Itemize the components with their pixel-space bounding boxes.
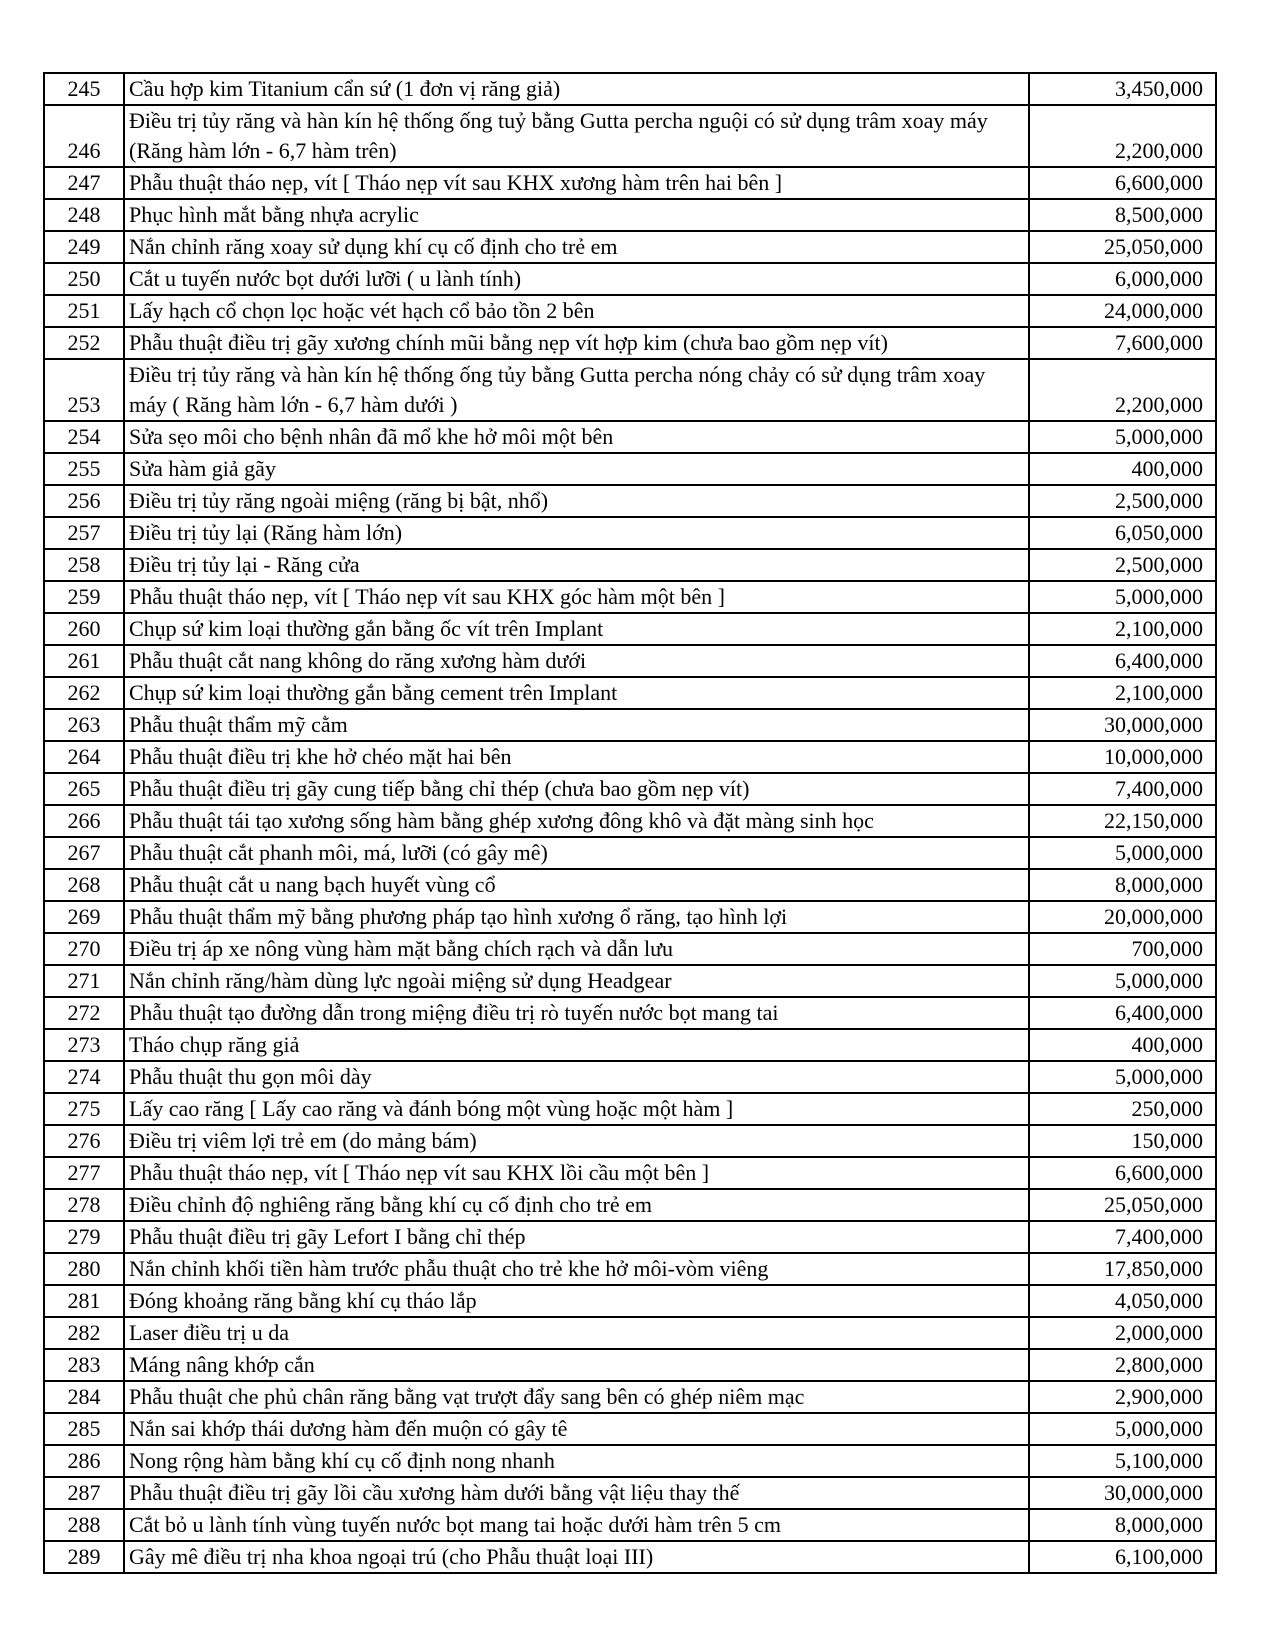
price-cell: 6,050,000 — [1029, 517, 1216, 549]
price-cell: 6,100,000 — [1029, 1541, 1216, 1573]
service-name-cell: Phẫu thuật cắt nang không do răng xương hàm dưới — [124, 645, 1029, 677]
price-cell: 3,450,000 — [1029, 73, 1216, 105]
service-name-cell: Lấy hạch cổ chọn lọc hoặc vét hạch cổ bảo tồn 2 bên — [124, 295, 1029, 327]
price-cell: 2,500,000 — [1029, 549, 1216, 581]
table-row — [44, 741, 1216, 773]
row-number-cell: 284 — [44, 1381, 124, 1413]
row-number-cell: 270 — [44, 933, 124, 965]
table-body — [44, 73, 1216, 1573]
service-name-cell: Phẫu thuật tái tạo xương sống hàm bằng ghép xương đông khô và đặt màng sinh học — [124, 805, 1029, 837]
row-number-cell: 260 — [44, 613, 124, 645]
table-row — [44, 517, 1216, 549]
price-cell: 17,850,000 — [1029, 1253, 1216, 1285]
service-name-cell: Điều trị tủy lại (Răng hàm lớn) — [124, 517, 1029, 549]
service-name-cell: Phẫu thuật cắt u nang bạch huyết vùng cổ — [124, 869, 1029, 901]
price-cell: 400,000 — [1029, 453, 1216, 485]
table-row — [44, 1445, 1216, 1477]
price-cell: 6,400,000 — [1029, 997, 1216, 1029]
service-name-cell: Phẫu thuật tạo đường dẫn trong miệng điều trị rò tuyến nước bọt mang tai — [124, 997, 1029, 1029]
price-cell: 2,200,000 — [1029, 105, 1216, 167]
table-row — [44, 837, 1216, 869]
service-name-cell: Cắt bỏ u lành tính vùng tuyến nước bọt mang tai hoặc dưới hàm trên 5 cm — [124, 1509, 1029, 1541]
table-row — [44, 73, 1216, 105]
row-number-cell: 285 — [44, 1413, 124, 1445]
service-name-cell: Phẫu thuật điều trị gãy cung tiếp bằng chỉ thép (chưa bao gồm nẹp vít) — [124, 773, 1029, 805]
row-number-cell: 255 — [44, 453, 124, 485]
table-row — [44, 965, 1216, 997]
service-name-cell: Nắn chỉnh răng/hàm dùng lực ngoài miệng sử dụng Headgear — [124, 965, 1029, 997]
service-name-cell: Sửa hàm giả gãy — [124, 453, 1029, 485]
row-number-cell: 253 — [44, 359, 124, 421]
row-number-cell: 259 — [44, 581, 124, 613]
table-row — [44, 997, 1216, 1029]
row-number-cell: 247 — [44, 167, 124, 199]
table-row — [44, 581, 1216, 613]
service-name-cell: Chụp sứ kim loại thường gắn bằng ốc vít trên Implant — [124, 613, 1029, 645]
service-name-cell: Nong rộng hàm bằng khí cụ cố định nong nhanh — [124, 1445, 1029, 1477]
service-name-cell: Nắn sai khớp thái dương hàm đến muộn có gây tê — [124, 1413, 1029, 1445]
row-number-cell: 283 — [44, 1349, 124, 1381]
row-number-cell: 278 — [44, 1189, 124, 1221]
row-number-cell: 263 — [44, 709, 124, 741]
table-row — [44, 1317, 1216, 1349]
service-name-cell: Điều trị áp xe nông vùng hàm mặt bằng chích rạch và dẫn lưu — [124, 933, 1029, 965]
row-number-cell: 265 — [44, 773, 124, 805]
row-number-cell: 279 — [44, 1221, 124, 1253]
table-row — [44, 1221, 1216, 1253]
row-number-cell: 248 — [44, 199, 124, 231]
row-number-cell: 281 — [44, 1285, 124, 1317]
price-cell: 6,400,000 — [1029, 645, 1216, 677]
row-number-cell: 272 — [44, 997, 124, 1029]
row-number-cell: 276 — [44, 1125, 124, 1157]
service-name-cell: Điều trị viêm lợi trẻ em (do mảng bám) — [124, 1125, 1029, 1157]
price-cell: 6,600,000 — [1029, 167, 1216, 199]
service-name-cell: Sửa sẹo môi cho bệnh nhân đã mổ khe hở môi một bên — [124, 421, 1029, 453]
table-row — [44, 1413, 1216, 1445]
price-cell: 5,000,000 — [1029, 421, 1216, 453]
row-number-cell: 261 — [44, 645, 124, 677]
price-cell: 24,000,000 — [1029, 295, 1216, 327]
service-name-cell: Điều chỉnh độ nghiêng răng bằng khí cụ cố định cho trẻ em — [124, 1189, 1029, 1221]
price-cell: 7,400,000 — [1029, 773, 1216, 805]
price-cell: 30,000,000 — [1029, 709, 1216, 741]
table-row — [44, 549, 1216, 581]
row-number-cell: 273 — [44, 1029, 124, 1061]
row-number-cell: 266 — [44, 805, 124, 837]
service-name-cell: Cắt u tuyến nước bọt dưới lưỡi ( u lành tính) — [124, 263, 1029, 295]
row-number-cell: 257 — [44, 517, 124, 549]
price-cell: 5,000,000 — [1029, 1061, 1216, 1093]
service-name-cell: Phẫu thuật che phủ chân răng bằng vạt trượt đẩy sang bên có ghép niêm mạc — [124, 1381, 1029, 1413]
price-cell: 150,000 — [1029, 1125, 1216, 1157]
table-row — [44, 869, 1216, 901]
table-row — [44, 773, 1216, 805]
service-name-cell: Lấy cao răng [ Lấy cao răng và đánh bóng một vùng hoặc một hàm ] — [124, 1093, 1029, 1125]
service-name-cell: Máng nâng khớp cắn — [124, 1349, 1029, 1381]
row-number-cell: 280 — [44, 1253, 124, 1285]
table-row — [44, 677, 1216, 709]
table-row — [44, 613, 1216, 645]
table-row — [44, 295, 1216, 327]
service-name-cell: Nắn chỉnh răng xoay sử dụng khí cụ cố định cho trẻ em — [124, 231, 1029, 263]
row-number-cell: 252 — [44, 327, 124, 359]
service-name-cell: Điều trị tủy răng và hàn kín hệ thống ống tủy bằng Gutta percha nóng chảy có sử dụng trâm xoay máy ( Răng hàm lớn - 6,7 hàm dưới ) — [124, 359, 1029, 421]
table-row — [44, 709, 1216, 741]
price-cell: 4,050,000 — [1029, 1285, 1216, 1317]
table-row — [44, 1061, 1216, 1093]
service-name-cell: Phẫu thuật điều trị khe hở chéo mặt hai bên — [124, 741, 1029, 773]
price-cell: 5,000,000 — [1029, 965, 1216, 997]
price-cell: 20,000,000 — [1029, 901, 1216, 933]
row-number-cell: 287 — [44, 1477, 124, 1509]
service-name-cell: Tháo chụp răng giả — [124, 1029, 1029, 1061]
service-name-cell: Phục hình mắt bằng nhựa acrylic — [124, 199, 1029, 231]
table-row — [44, 359, 1216, 421]
service-name-cell: Chụp sứ kim loại thường gắn bằng cement trên Implant — [124, 677, 1029, 709]
service-name-cell: Phẫu thuật điều trị gãy Lefort I bằng chỉ thép — [124, 1221, 1029, 1253]
service-name-cell: Phẫu thuật tháo nẹp, vít [ Tháo nẹp vít sau KHX xương hàm trên hai bên ] — [124, 167, 1029, 199]
table-row — [44, 421, 1216, 453]
row-number-cell: 245 — [44, 73, 124, 105]
price-cell: 22,150,000 — [1029, 805, 1216, 837]
row-number-cell: 288 — [44, 1509, 124, 1541]
price-cell: 2,500,000 — [1029, 485, 1216, 517]
row-number-cell: 275 — [44, 1093, 124, 1125]
row-number-cell: 277 — [44, 1157, 124, 1189]
price-cell: 2,200,000 — [1029, 359, 1216, 421]
table-row — [44, 1189, 1216, 1221]
price-cell: 2,800,000 — [1029, 1349, 1216, 1381]
price-cell: 2,000,000 — [1029, 1317, 1216, 1349]
price-cell: 250,000 — [1029, 1093, 1216, 1125]
service-name-cell: Phẫu thuật điều trị gãy xương chính mũi bằng nẹp vít hợp kim (chưa bao gồm nẹp vít) — [124, 327, 1029, 359]
row-number-cell: 251 — [44, 295, 124, 327]
price-cell: 8,500,000 — [1029, 199, 1216, 231]
row-number-cell: 269 — [44, 901, 124, 933]
table-row — [44, 933, 1216, 965]
price-cell: 8,000,000 — [1029, 869, 1216, 901]
service-name-cell: Phẫu thuật thẩm mỹ bằng phương pháp tạo hình xương ổ răng, tạo hình lợi — [124, 901, 1029, 933]
table-row — [44, 645, 1216, 677]
row-number-cell: 254 — [44, 421, 124, 453]
row-number-cell: 271 — [44, 965, 124, 997]
row-number-cell: 274 — [44, 1061, 124, 1093]
price-cell: 2,100,000 — [1029, 677, 1216, 709]
price-cell: 400,000 — [1029, 1029, 1216, 1061]
row-number-cell: 262 — [44, 677, 124, 709]
table-row — [44, 1477, 1216, 1509]
table-row — [44, 453, 1216, 485]
table-row — [44, 901, 1216, 933]
service-name-cell: Nắn chỉnh khối tiền hàm trước phẫu thuật cho trẻ khe hở môi-vòm viêng — [124, 1253, 1029, 1285]
service-name-cell: Phẫu thuật điều trị gãy lồi cầu xương hàm dưới bằng vật liệu thay thế — [124, 1477, 1029, 1509]
price-cell: 5,100,000 — [1029, 1445, 1216, 1477]
table-row — [44, 1349, 1216, 1381]
service-name-cell: Điều trị tủy răng và hàn kín hệ thống ống tuỷ bằng Gutta percha nguội có sử dụng trâm xoay máy (Răng hàm lớn - 6,7 hàm trên) — [124, 105, 1029, 167]
table-row — [44, 1253, 1216, 1285]
row-number-cell: 267 — [44, 837, 124, 869]
table-row — [44, 485, 1216, 517]
row-number-cell: 256 — [44, 485, 124, 517]
table-row — [44, 1509, 1216, 1541]
service-name-cell: Phẫu thuật thu gọn môi dày — [124, 1061, 1029, 1093]
price-cell: 10,000,000 — [1029, 741, 1216, 773]
price-cell: 30,000,000 — [1029, 1477, 1216, 1509]
table-row — [44, 1093, 1216, 1125]
service-name-cell: Laser điều trị u da — [124, 1317, 1029, 1349]
row-number-cell: 282 — [44, 1317, 124, 1349]
table-row — [44, 1125, 1216, 1157]
row-number-cell: 246 — [44, 105, 124, 167]
table-row — [44, 805, 1216, 837]
table-row — [44, 263, 1216, 295]
service-name-cell: Phẫu thuật tháo nẹp, vít [ Tháo nẹp vít sau KHX lồi cầu một bên ] — [124, 1157, 1029, 1189]
price-cell: 6,600,000 — [1029, 1157, 1216, 1189]
row-number-cell: 258 — [44, 549, 124, 581]
table-row — [44, 199, 1216, 231]
table-row — [44, 1157, 1216, 1189]
table-row — [44, 1381, 1216, 1413]
price-cell: 5,000,000 — [1029, 837, 1216, 869]
price-cell: 2,100,000 — [1029, 613, 1216, 645]
table-row — [44, 105, 1216, 167]
row-number-cell: 268 — [44, 869, 124, 901]
price-cell: 25,050,000 — [1029, 231, 1216, 263]
price-cell: 8,000,000 — [1029, 1509, 1216, 1541]
price-cell: 7,600,000 — [1029, 327, 1216, 359]
service-price-table — [43, 72, 1217, 1574]
row-number-cell: 286 — [44, 1445, 124, 1477]
table-row — [44, 1029, 1216, 1061]
service-name-cell: Điều trị tủy lại - Răng cửa — [124, 549, 1029, 581]
price-cell: 25,050,000 — [1029, 1189, 1216, 1221]
row-number-cell: 249 — [44, 231, 124, 263]
price-cell: 700,000 — [1029, 933, 1216, 965]
price-list-page — [43, 72, 1217, 1574]
price-cell: 5,000,000 — [1029, 1413, 1216, 1445]
row-number-cell: 250 — [44, 263, 124, 295]
service-name-cell: Đóng khoảng răng bằng khí cụ tháo lắp — [124, 1285, 1029, 1317]
service-name-cell: Phẫu thuật tháo nẹp, vít [ Tháo nẹp vít sau KHX góc hàm một bên ] — [124, 581, 1029, 613]
service-name-cell: Điều trị tủy răng ngoài miệng (răng bị bật, nhổ) — [124, 485, 1029, 517]
row-number-cell: 264 — [44, 741, 124, 773]
service-name-cell: Gây mê điều trị nha khoa ngoại trú (cho Phẫu thuật loại III) — [124, 1541, 1029, 1573]
table-row — [44, 1541, 1216, 1573]
price-cell: 2,900,000 — [1029, 1381, 1216, 1413]
row-number-cell: 289 — [44, 1541, 124, 1573]
table-row — [44, 167, 1216, 199]
table-row — [44, 231, 1216, 263]
price-cell: 7,400,000 — [1029, 1221, 1216, 1253]
price-cell: 5,000,000 — [1029, 581, 1216, 613]
table-row — [44, 327, 1216, 359]
price-cell: 6,000,000 — [1029, 263, 1216, 295]
service-name-cell: Phẫu thuật thẩm mỹ cằm — [124, 709, 1029, 741]
table-row — [44, 1285, 1216, 1317]
service-name-cell: Phẫu thuật cắt phanh môi, má, lưỡi (có gây mê) — [124, 837, 1029, 869]
service-name-cell: Cầu hợp kim Titanium cẩn sứ (1 đơn vị răng giả) — [124, 73, 1029, 105]
